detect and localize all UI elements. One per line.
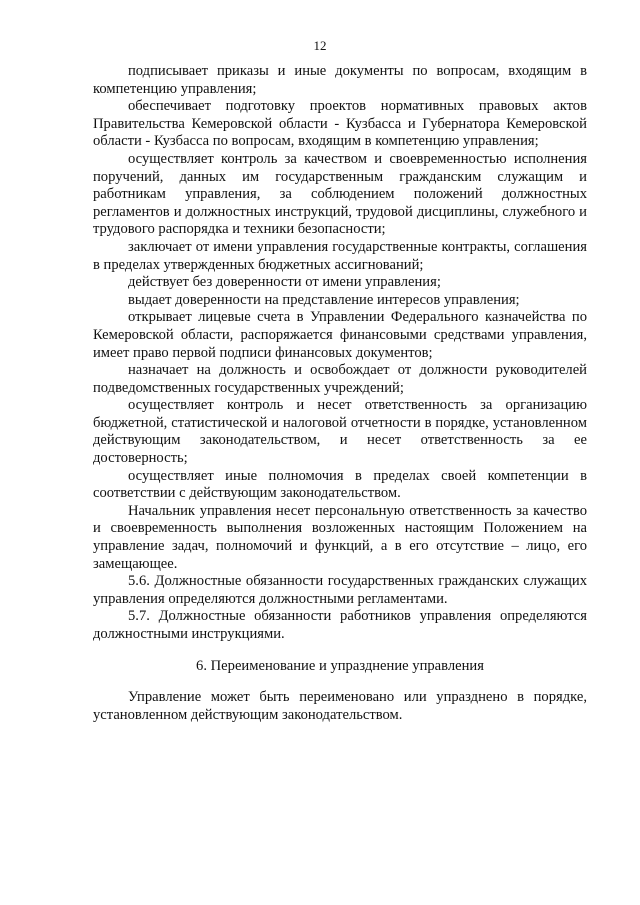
page-number: 12 [313, 38, 327, 53]
paragraph-sign-orders: подписывает приказы и иные документы по вопросам, входящим в компетенцию управления; [93, 63, 587, 97]
paragraph-accounts: открывает лицевые счета в Управлении Федерального казначейства по Кемеровской области, распоряжается финансовыми средствами управления, имеет право первой подписи финансовых документов; [93, 309, 587, 361]
paragraph-5-7: 5.7. Должностные обязанности работников управления определяются должностными инструкциями. [93, 608, 587, 642]
paragraph-5-6: 5.6. Должностные обязанности государственных гражданских служащих управления определяются должностными регламентами. [93, 573, 587, 607]
paragraph-contracts: заключает от имени управления государственные контракты, соглашения в пределах утвержденных бюджетных ассигнований; [93, 238, 587, 273]
paragraph-control-quality: осуществляет контроль за качеством и своевременностью исполнения поручений, данных им государственным гражданским служащим и работникам управления, за соблюдением положений должностных регламентов и должностных инструкций, трудовой дисциплины, служебного и трудового распорядка и техники безопасности; [93, 150, 587, 238]
paragraph-acts-without-proxy: действует без доверенности от имени управления; [128, 274, 441, 291]
paragraph-issues-proxies: выдает доверенности на представление интересов управления; [128, 291, 520, 308]
paragraph-other-powers: осуществляет иные полномочия в пределах своей компетенции в соответствии с действующим законодательством. [93, 467, 587, 502]
section-heading: 6. Переименование и упразднение управления [196, 657, 484, 674]
document-body [93, 63, 587, 724]
paragraph-rename-abolish: Управление может быть переименовано или упразднено в порядке, установленном действующим законодательством. [93, 689, 587, 723]
paragraph-appoints-heads: назначает на должность и освобождает от должности руководителей подведомственных государственных учреждений; [93, 362, 587, 396]
paragraph-reporting-control: осуществляет контроль и несет ответственность за организацию бюджетной, статистической и налоговой отчетности в порядке, установленном действующим законодательством, и несет ответственность за ее достоверность; [93, 397, 587, 467]
paragraph-head-responsibility: Начальник управления несет персональную ответственность за качество и своевременность выполнения возложенных настоящим Положением на управление задач, полномочий и функций, а в его отсутствие – лицо, его замещающее. [93, 502, 587, 572]
paragraph-draft-acts: обеспечивает подготовку проектов нормативных правовых актов Правительства Кемеровской области - Кузбасса и Губернатора Кемеровской области - Кузбасса по вопросам, входящим в компетенцию управления; [93, 98, 587, 150]
